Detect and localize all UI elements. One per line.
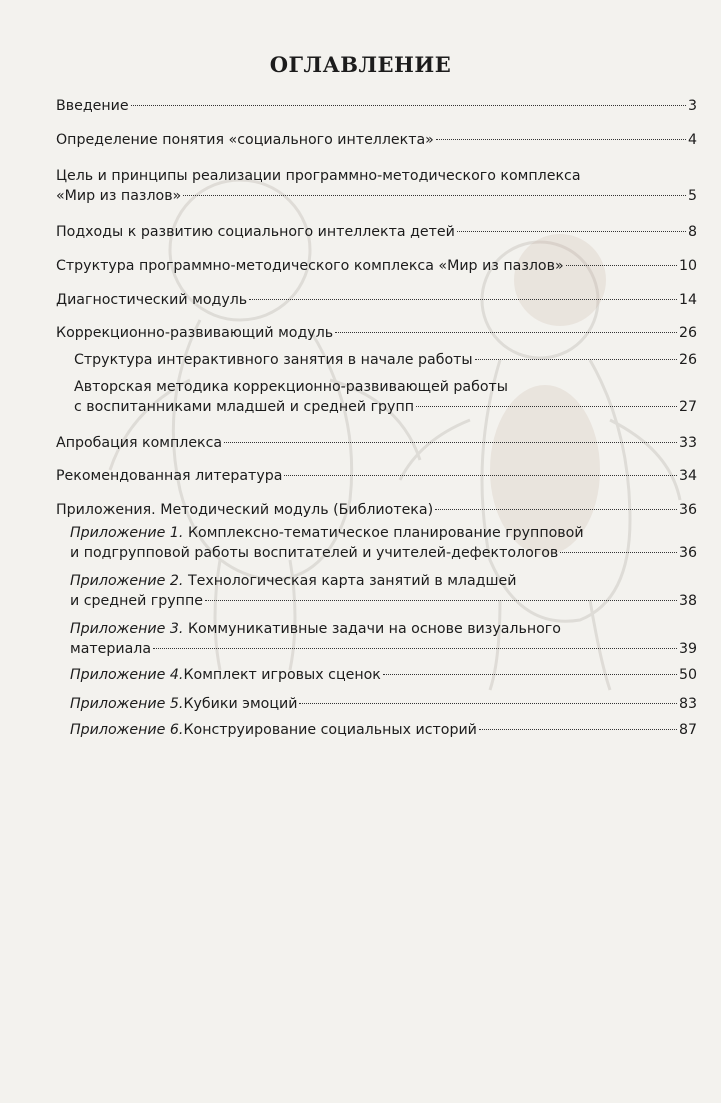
toc-entry[interactable]	[56, 130, 697, 150]
toc-page-number: 27	[678, 399, 697, 415]
toc-entry-text: Рекомендованная литература	[56, 468, 283, 484]
toc-entry-line	[70, 619, 697, 639]
dot-leader	[383, 674, 677, 675]
toc-entry[interactable]	[56, 222, 697, 242]
dot-leader	[284, 475, 677, 476]
toc-entry-line	[56, 256, 697, 276]
toc-entry-line	[74, 377, 697, 397]
toc-entry[interactable]	[74, 350, 697, 370]
toc-entry[interactable]	[70, 523, 697, 563]
toc-page-number: 33	[678, 435, 697, 451]
toc-entry-line	[70, 694, 697, 714]
dot-leader	[299, 703, 676, 704]
toc-page-number: 10	[678, 258, 697, 274]
toc-entry[interactable]	[70, 694, 697, 714]
toc-entry-text: Определение понятия «социального интеллекта»	[56, 132, 434, 148]
toc-entry-text: Кубики эмоций	[183, 696, 298, 712]
appendix-label: Приложение 5.	[70, 696, 184, 712]
toc-entry-line	[70, 543, 697, 563]
toc-entry-text: Конструирование социальных историй	[183, 722, 477, 738]
toc-page-number: 26	[678, 352, 697, 368]
toc-entry-text: Приложения. Методический модуль (Библиотека)	[56, 502, 434, 518]
toc-entry-line	[56, 96, 697, 116]
toc-page-number: 39	[678, 641, 697, 657]
dot-leader	[416, 406, 677, 407]
toc-entry-line	[74, 350, 697, 370]
toc-page-number: 34	[678, 468, 697, 484]
toc-entry-line	[70, 665, 697, 685]
toc-entry-line	[70, 591, 697, 611]
toc-entry-text: Технологическая карта занятий в младшей	[183, 573, 517, 589]
toc-entry-text: Комплексно-тематическое планирование групповой	[183, 525, 584, 541]
toc-page-number: 50	[678, 667, 697, 683]
toc-page-number: 36	[678, 502, 697, 518]
toc-page-number: 36	[678, 545, 697, 561]
toc-page-number: 38	[678, 593, 697, 609]
appendix-label: Приложение 4.	[70, 667, 184, 683]
toc-entry-line	[56, 130, 697, 150]
appendix-label: Приложение 1.	[70, 525, 184, 541]
toc-entry[interactable]	[56, 166, 697, 206]
toc-page-number: 4	[687, 132, 697, 148]
toc-entry-text: Коммуникативные задачи на основе визуального	[183, 621, 561, 637]
toc-entry-text: Комплект игровых сценок	[183, 667, 381, 683]
appendix-label: Приложение 6.	[70, 722, 184, 738]
toc-entry-line	[56, 500, 697, 520]
toc-page-number: 3	[687, 98, 697, 114]
dot-leader	[435, 509, 677, 510]
dot-leader	[436, 139, 686, 140]
toc-entry[interactable]	[70, 571, 697, 611]
dot-leader	[205, 600, 677, 601]
toc-entry[interactable]	[70, 619, 697, 659]
toc-entry-line	[56, 186, 697, 206]
toc-page-number: 87	[678, 722, 697, 738]
toc-entry-text: с воспитанниками младшей и средней групп	[74, 399, 415, 415]
dot-leader	[475, 359, 677, 360]
dot-leader	[479, 729, 677, 730]
toc-entry-line	[56, 466, 697, 486]
toc-entry-line	[70, 523, 697, 543]
toc-entry-text: Введение	[56, 98, 129, 114]
appendix-label: Приложение 3.	[70, 621, 184, 637]
toc-entry[interactable]	[70, 665, 697, 685]
toc-entry-line	[74, 397, 697, 417]
dot-leader	[131, 105, 686, 106]
toc-entry-line	[56, 222, 697, 242]
dot-leader	[560, 552, 677, 553]
toc-entry-text: Апробация комплекса	[56, 435, 223, 451]
toc-page-number: 26	[678, 325, 697, 341]
toc-entry[interactable]	[56, 323, 697, 343]
toc-entry-line	[70, 571, 697, 591]
toc-entry[interactable]	[74, 377, 697, 417]
toc-entry-text: Структура интерактивного занятия в начале работы	[74, 352, 473, 368]
toc-entry[interactable]	[56, 500, 697, 520]
toc-entry-text: Коррекционно-развивающий модуль	[56, 325, 334, 341]
toc-entry-text: и средней группе	[70, 593, 203, 609]
toc-entry[interactable]	[56, 96, 697, 116]
toc-entry-text: и подгрупповой работы воспитателей и учителей-дефектологов	[70, 545, 559, 561]
toc-title: ОГЛАВЛЕНИЕ	[269, 52, 452, 77]
appendix-label: Приложение 2.	[70, 573, 184, 589]
toc-entry[interactable]	[70, 720, 697, 740]
toc-page-number: 8	[687, 224, 697, 240]
toc-entry-text: Цель и принципы реализации программно-методического комплекса	[56, 168, 581, 184]
toc-entry-text: Авторская методика коррекционно-развивающей работы	[74, 379, 509, 395]
toc-entry[interactable]	[56, 256, 697, 276]
toc-entry-text: Диагностический модуль	[56, 292, 248, 308]
dot-leader	[457, 231, 686, 232]
toc-page-number: 5	[687, 188, 697, 204]
dot-leader	[566, 265, 677, 266]
toc-entry-text: Подходы к развитию социального интеллекта детей	[56, 224, 455, 240]
dot-leader	[335, 332, 677, 333]
toc-page-number: 83	[678, 696, 697, 712]
toc-entry-line	[56, 323, 697, 343]
toc-entry-text: Структура программно-методического комплекса «Мир из пазлов»	[56, 258, 564, 274]
toc-entry-line	[70, 639, 697, 659]
toc-entry-text: «Мир из пазлов»	[56, 188, 182, 204]
dot-leader	[224, 442, 677, 443]
toc-entry[interactable]	[56, 433, 697, 453]
toc-entry-line	[56, 290, 697, 310]
toc-entry[interactable]	[56, 466, 697, 486]
toc-entry[interactable]	[56, 290, 697, 310]
dot-leader	[153, 648, 677, 649]
toc-page-number: 14	[678, 292, 697, 308]
toc-entry-line	[56, 166, 697, 186]
dot-leader	[183, 195, 686, 196]
toc-entry-line	[70, 720, 697, 740]
toc-entry-text: материала	[70, 641, 152, 657]
dot-leader	[249, 299, 677, 300]
toc-entry-line	[56, 433, 697, 453]
